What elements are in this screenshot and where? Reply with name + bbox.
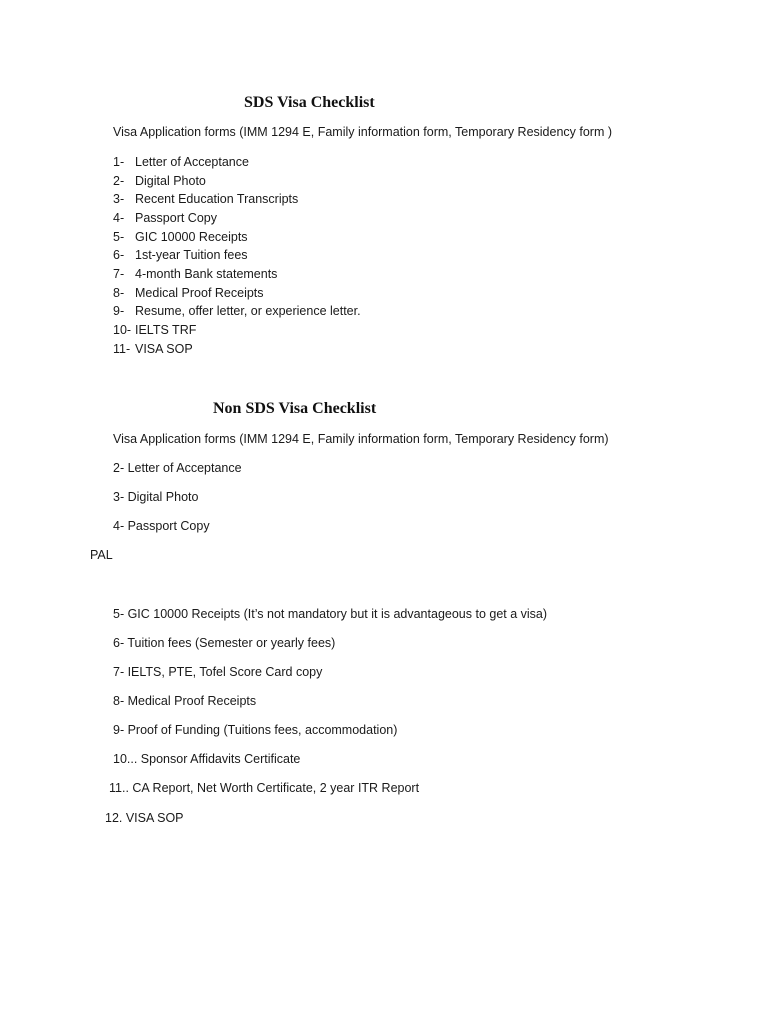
list-item: 5- GIC 10000 Receipts (It’s not mandatory but it is advantageous to get a visa) (113, 607, 548, 621)
item-number: 6- (113, 248, 125, 262)
item-number: 11- (113, 342, 131, 356)
list-item (113, 154, 249, 170)
non-sds-intro: Visa Application forms (IMM 1294 E, Family information form, Temporary Residency form) (113, 432, 609, 446)
item-number: 2- (113, 174, 125, 188)
list-item (113, 322, 196, 338)
list-item (113, 285, 264, 301)
non-sds-title: Non SDS Visa Checklist (213, 400, 377, 417)
item-text: 1st-year Tuition fees (135, 248, 248, 262)
item-text: GIC 10000 Receipts (135, 230, 248, 244)
list-item: 6- Tuition fees (Semester or yearly fees) (113, 636, 336, 650)
sds-title: SDS Visa Checklist (244, 94, 375, 111)
list-item (113, 341, 193, 357)
list-item (113, 210, 217, 226)
item-number: 7- (113, 267, 125, 281)
item-number: 5- (113, 230, 125, 244)
item-text: 4-month Bank statements (135, 267, 278, 281)
sds-intro: Visa Application forms (IMM 1294 E, Family information form, Temporary Residency form ) (113, 125, 613, 139)
item-text: Medical Proof Receipts (135, 286, 264, 300)
list-item (113, 229, 248, 245)
pal-label: PAL (90, 548, 113, 562)
list-item (113, 266, 277, 282)
list-item: 2- Letter of Acceptance (113, 461, 242, 475)
list-item: 12. VISA SOP (105, 811, 184, 825)
list-item (113, 247, 248, 263)
item-text: Passport Copy (135, 211, 217, 225)
item-text: IELTS TRF (135, 323, 197, 337)
list-item (113, 191, 298, 207)
item-number: 1- (113, 155, 125, 169)
item-number: 9- (113, 304, 125, 318)
item-text: VISA SOP (135, 342, 193, 356)
item-number: 10- (113, 323, 132, 337)
item-number: 8- (113, 286, 125, 300)
item-text: Resume, offer letter, or experience letter. (135, 304, 361, 318)
item-text: Digital Photo (135, 174, 206, 188)
list-item (113, 173, 206, 189)
item-text: Recent Education Transcripts (135, 192, 299, 206)
list-item: 11.. CA Report, Net Worth Certificate, 2 year ITR Report (109, 781, 420, 795)
item-number: 3- (113, 192, 125, 206)
list-item: 8- Medical Proof Receipts (113, 694, 257, 708)
item-number: 4- (113, 211, 125, 225)
list-item (113, 303, 361, 319)
list-item: 7- IELTS, PTE, Tofel Score Card copy (113, 665, 323, 679)
list-item: 3- Digital Photo (113, 490, 199, 504)
list-item: 4- Passport Copy (113, 519, 210, 533)
list-item: 10... Sponsor Affidavits Certificate (113, 752, 301, 766)
list-item: 9- Proof of Funding (Tuitions fees, accommodation) (113, 723, 398, 737)
item-text: Letter of Acceptance (135, 155, 249, 169)
